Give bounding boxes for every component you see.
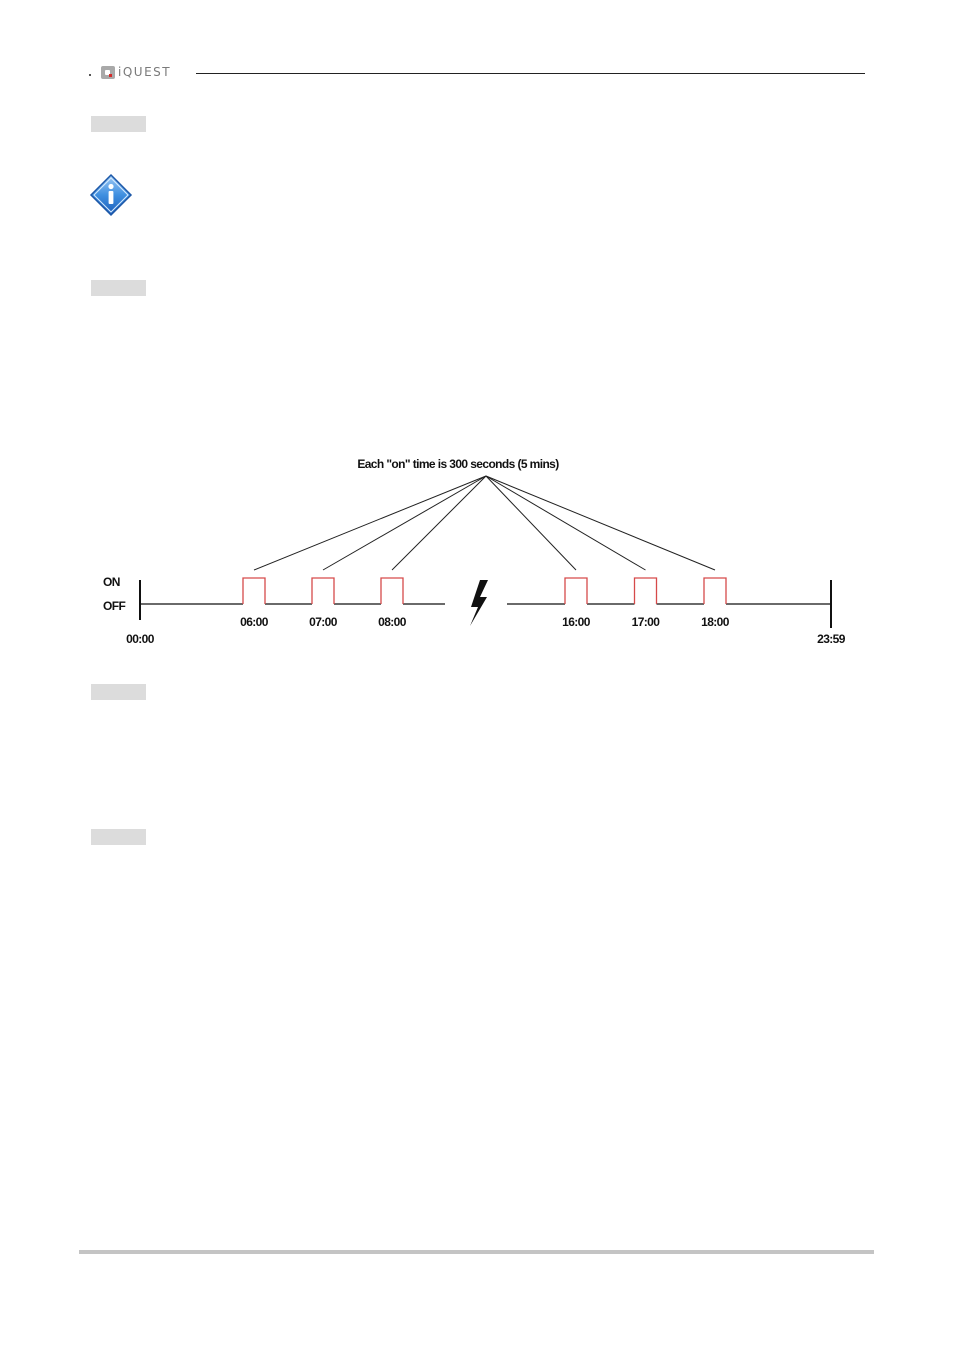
on-pulse bbox=[243, 578, 265, 604]
info-icon bbox=[89, 173, 133, 217]
logo-mark-icon bbox=[101, 66, 115, 79]
pulse-time-label: 08:00 bbox=[378, 615, 406, 629]
section-marker-4 bbox=[91, 829, 146, 845]
on-pulse bbox=[381, 578, 403, 604]
header-dot bbox=[89, 74, 91, 76]
pulse-time-label: 06:00 bbox=[240, 615, 268, 629]
section-marker-3 bbox=[91, 684, 146, 700]
caption-connector-line bbox=[392, 476, 486, 570]
on-label: ON bbox=[103, 575, 120, 589]
caption-connector-line bbox=[486, 476, 576, 570]
pulse-labels bbox=[240, 615, 730, 629]
lightning-bolt-icon bbox=[470, 580, 488, 626]
end-time-label: 23:59 bbox=[817, 632, 845, 646]
caption-connector-lines bbox=[254, 476, 715, 570]
pulse-time-label: 18:00 bbox=[701, 615, 729, 629]
footer-rule bbox=[79, 1250, 874, 1254]
on-pulse bbox=[312, 578, 334, 604]
start-time-label: 00:00 bbox=[126, 632, 154, 646]
on-pulse bbox=[704, 578, 726, 604]
timer-diagram bbox=[95, 450, 860, 655]
header-rule bbox=[196, 73, 865, 74]
on-pulse bbox=[635, 578, 657, 604]
diagram-caption: Each "on" time is 300 seconds (5 mins) bbox=[357, 457, 559, 471]
pulse-time-label: 16:00 bbox=[562, 615, 590, 629]
off-label: OFF bbox=[103, 599, 126, 613]
logo-text: iQUEST bbox=[118, 65, 172, 79]
on-pulse bbox=[565, 578, 587, 604]
iquest-logo bbox=[101, 64, 171, 80]
caption-connector-line bbox=[486, 476, 715, 570]
caption-connector-line bbox=[254, 476, 486, 570]
section-marker-1 bbox=[91, 116, 146, 132]
caption-connector-line bbox=[323, 476, 486, 570]
section-marker-2 bbox=[91, 280, 146, 296]
caption-connector-line bbox=[486, 476, 646, 570]
pulse-time-label: 07:00 bbox=[309, 615, 337, 629]
pulse-time-label: 17:00 bbox=[631, 615, 660, 629]
